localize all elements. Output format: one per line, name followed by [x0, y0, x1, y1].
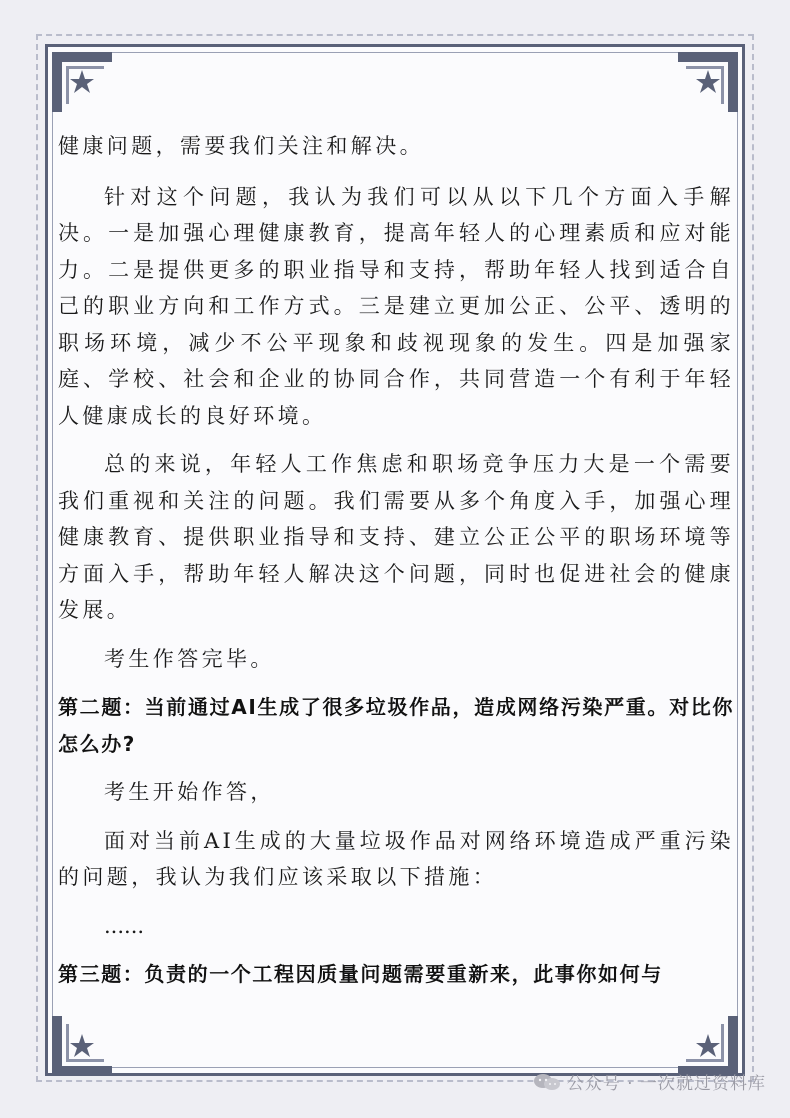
star-icon [696, 1034, 720, 1057]
watermark [533, 1069, 766, 1094]
question-two-heading: 第二题：当前通过AI生成了很多垃圾作品，造成网络污染严重。对比你怎么办? [58, 695, 734, 756]
star-icon [696, 70, 720, 93]
paragraph-measures-intro: 面对当前AI生成的大量垃圾作品对网络环境造成严重污染的问题，我认为我们应该采取以下措施： [58, 828, 734, 889]
article-body [58, 128, 734, 1005]
corner-ornament-bottom-left [52, 1016, 112, 1076]
star-icon [70, 1034, 94, 1057]
corner-ornament-top-right [678, 52, 738, 112]
paragraph-answer-complete: 考生作答完毕。 [104, 646, 275, 671]
wechat-icon [533, 1072, 561, 1092]
corner-ornament-bottom-right [678, 1016, 738, 1076]
paragraph-answer-start: 考生开始作答， [104, 780, 275, 804]
ellipsis-line: ...... [104, 913, 145, 938]
paragraph-summary: 总的来说，年轻人工作焦虑和职场竞争压力大是一个需要我们重视和关注的问题。我们需要从多个角度入手，加强心理健康教育、提供职业指导和支持、建立公正公平的职场环境等方面入手，帮助年轻人解决这个问题，同时也促进社会的健康发展。 [58, 452, 734, 622]
corner-ornament-top-left [52, 52, 112, 112]
paragraph-solutions: 针对这个问题，我认为我们可以从以下几个方面入手解决。一是加强心理健康教育，提高年轻人的心理素质和应对能力。二是提供更多的职业指导和支持，帮助年轻人找到适合自己的职业方向和工作方式。三是建立更加公正、公平、透明的职场环境，减少不公平现象和歧视现象的发生。四是加强家庭、学校、社会和企业的协同合作，共同营造一个有利于年轻人健康成长的良好环境。 [58, 184, 734, 428]
question-three-heading: 第三题：负责的一个工程因质量问题需要重新来，此事你如何与 [58, 962, 663, 986]
star-icon [70, 70, 94, 93]
paragraph-continuation: 健康问题，需要我们关注和解决。 [58, 134, 424, 158]
watermark-text: 公众号 · 一次就过资料库 [566, 1074, 766, 1094]
